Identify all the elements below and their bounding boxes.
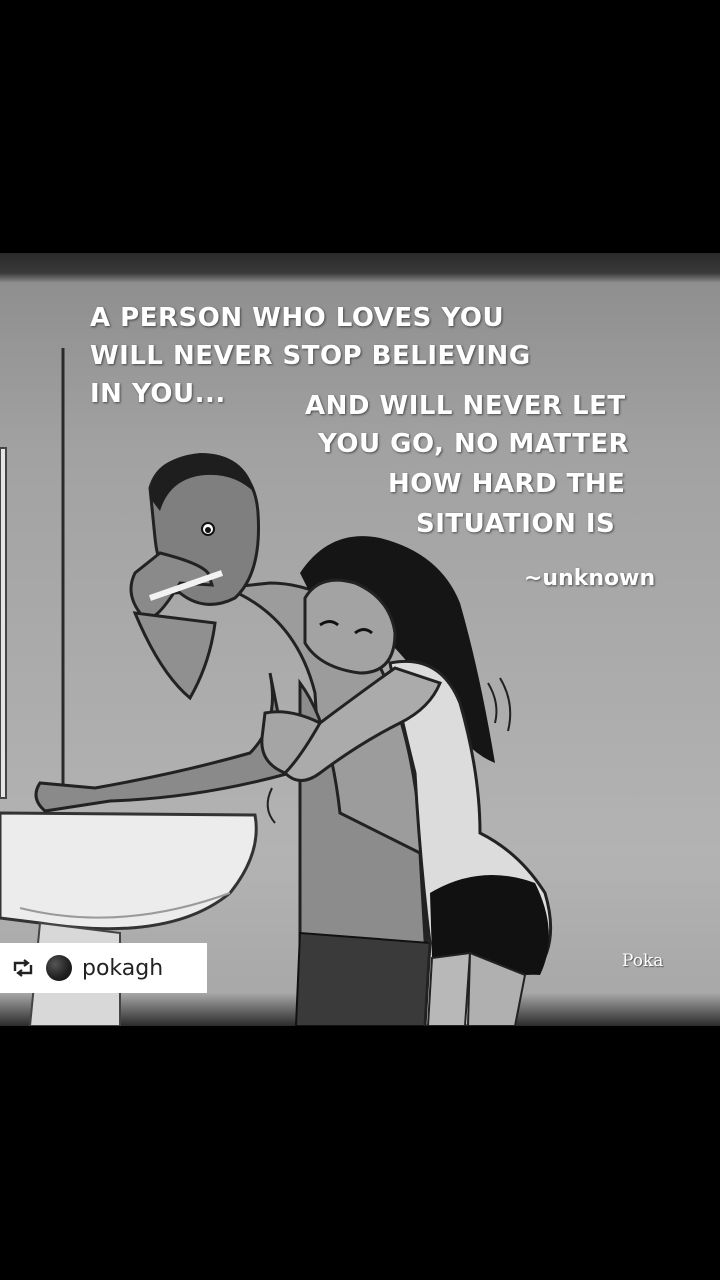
avatar[interactable] xyxy=(46,955,72,981)
repost-icon xyxy=(12,959,34,977)
cartoon-panel xyxy=(0,253,720,1026)
repost-username[interactable]: pokagh xyxy=(82,955,164,981)
quote-line-7: SITUATION IS xyxy=(416,509,616,539)
quote-author: ~unknown xyxy=(524,566,656,591)
artist-signature: Poka xyxy=(622,951,664,971)
quote-line-1: A PERSON WHO LOVES YOU xyxy=(90,303,505,333)
quote-line-5: YOU GO, NO MATTER xyxy=(318,429,630,459)
quote-line-6: HOW HARD THE xyxy=(388,469,626,499)
quote-line-3: IN YOU... xyxy=(90,379,226,409)
quote-line-4: AND WILL NEVER LET xyxy=(305,391,626,421)
quote-line-2: WILL NEVER STOP BELIEVING xyxy=(90,341,531,371)
repost-attribution[interactable] xyxy=(0,943,207,993)
